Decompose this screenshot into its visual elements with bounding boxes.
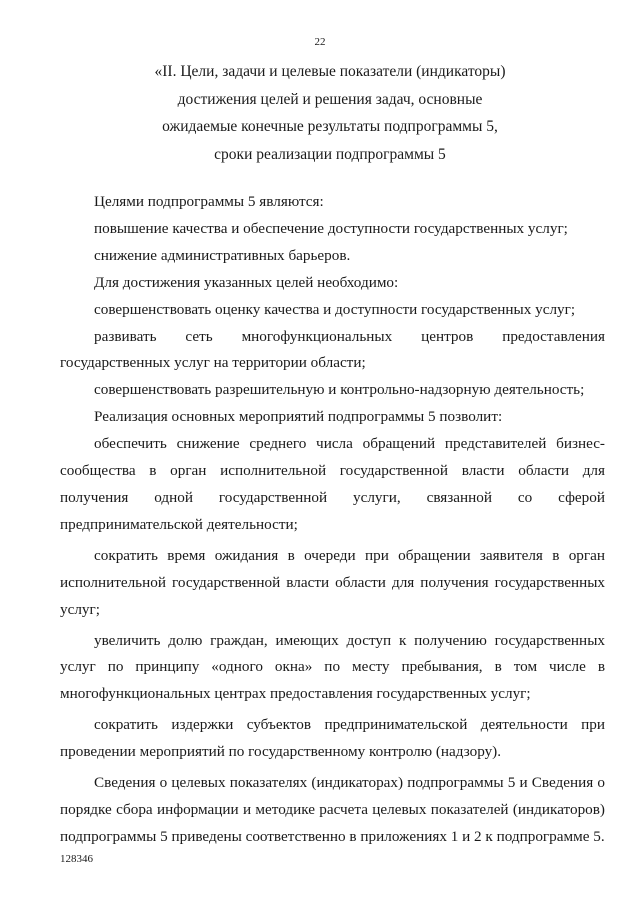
paragraph: совершенствовать разрешительную и контрольно-надзорную деятельность;	[94, 381, 585, 399]
paragraph: Целями подпрограммы 5 являются:	[94, 193, 324, 210]
heading-line: сроки реализации подпрограммы 5	[214, 145, 446, 163]
heading-line: ожидаемые конечные результаты подпрограммы 5,	[162, 118, 498, 135]
page-number: 22	[314, 36, 326, 48]
heading-line: «II. Цели, задачи и целевые показатели (индикаторы)	[154, 63, 506, 80]
paragraph: снижение административных барьеров.	[94, 246, 351, 264]
body-text	[60, 189, 605, 851]
paragraph: развивать сеть многофункциональных центров предоставления государственных услуг на территории области;	[60, 327, 605, 372]
paragraph: обеспечить снижение среднего числа обращений представителей бизнес-сообщества в орган исполнительной государственной власти области для получения одной государственной услуги, связанной со сферой предпринимательской деятельности;	[60, 435, 605, 533]
paragraph: совершенствовать оценку качества и доступности государственных услуг;	[94, 300, 576, 318]
section-heading	[60, 58, 600, 168]
paragraph: Реализация основных мероприятий подпрограммы 5 позволит:	[94, 408, 503, 426]
paragraph: сократить издержки субъектов предпринимательской деятельности при проведении мероприятий по государственному контролю (надзору).	[60, 716, 605, 761]
document-code: 128346	[60, 853, 93, 865]
paragraph: Для достижения указанных целей необходимо:	[94, 273, 399, 291]
heading-line: достижения целей и решения задач, основные	[177, 90, 483, 108]
paragraph: повышение качества и обеспечение доступности государственных услуг;	[94, 219, 568, 237]
paragraph: сократить время ожидания в очереди при обращении заявителя в орган исполнительной государственной власти области для получения государственных услуг;	[60, 546, 605, 618]
paragraph: увеличить долю граждан, имеющих доступ к получению государственных услуг по принципу «одного окна» по месту пребывания, в том числе в многофункциональных центрах предоставления государственных услуг;	[60, 631, 605, 703]
paragraph: Сведения о целевых показателях (индикаторах) подпрограммы 5 и Сведения о порядке сбора информации и методике расчета целевых показателей (индикаторов) подпрограммы 5 приведены соответственно в приложениях 1 и 2 к подпрограмме 5.	[60, 774, 605, 845]
